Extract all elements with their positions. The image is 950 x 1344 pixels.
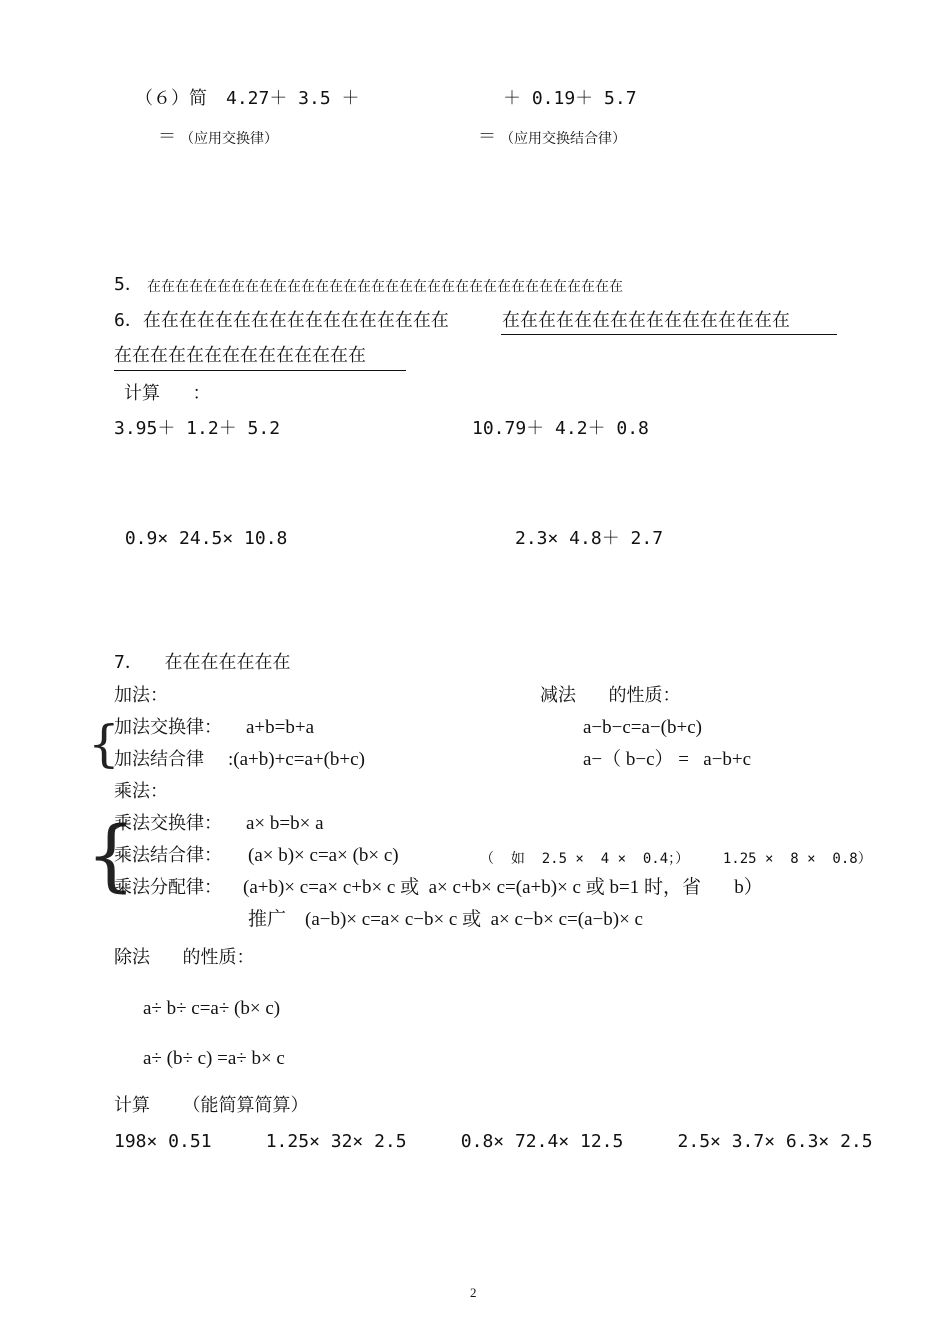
page-number: 2 <box>470 1285 477 1300</box>
add-commutative-formula: a+b=b+a <box>246 717 315 738</box>
division-property-2: a÷ (b÷ c) =a÷ b× c <box>143 1048 285 1069</box>
expression-2: ＋ 0.19＋ 5.7 <box>503 88 637 109</box>
question-7-title: 7． 在在在在在在在 <box>114 652 291 673</box>
simplify-heading: 计算 （能简算简算） <box>114 1095 309 1116</box>
underline-1 <box>501 334 837 335</box>
mul-associative-example: （ 如 2.5 × 4 × 0.4；） 1.25 × 8 × 0.8） <box>480 851 872 867</box>
mul-commutative-label: 乘法交换律： <box>114 813 222 834</box>
mul-associative-formula: (a× b)× c=a× (b× c) <box>248 845 399 866</box>
mul-distributive-extension: 推广 (a−b)× c=a× c−b× c 或 a× c−b× c=(a−b)× c <box>248 909 643 930</box>
question-5-text: 在在在在在在在在在在在在在在在在在在在在在在在在在在在在在在在在在在 <box>147 279 623 295</box>
simplify-items: 198× 0.51 1.25× 32× 2.5 0.8× 72.4× 12.5 2.5× 3.7× 6.3× 2.5 <box>114 1131 873 1152</box>
calc-b: 10.79＋ 4.2＋ 0.8 <box>472 418 649 439</box>
add-associative-formula: :(a+b)+c=a+(b+c) <box>228 749 365 770</box>
equals-mark-2: ＝ <box>478 126 496 147</box>
hint-1: （应用交换律） <box>180 131 278 147</box>
hint-2: （应用交换结合律） <box>500 131 626 147</box>
underline-2 <box>114 370 406 371</box>
question-6-line2: 在在在在在在在在在在在在在在 <box>114 345 366 366</box>
question-6-label: 计算 ： <box>124 383 211 404</box>
division-property-1: a÷ b÷ c=a÷ (b× c) <box>143 998 281 1019</box>
mul-distributive-label: 乘法分配律： <box>114 877 222 898</box>
mul-distributive-formula: (a+b)× c=a× c+b× c 或 a× c+b× c=(a+b)× c 或 b=1 时，省 b） <box>243 877 763 898</box>
add-associative-label: 加法结合律 <box>114 749 204 770</box>
brace-addition: { <box>88 715 120 773</box>
question-6-line1-right: 在在在在在在在在在在在在在在在在 <box>502 310 790 331</box>
calc-d: 2.3× 4.8＋ 2.7 <box>515 528 664 549</box>
calc-a: 3.95＋ 1.2＋ 5.2 <box>114 418 281 439</box>
add-commutative-label: 加法交换律： <box>114 717 222 738</box>
question-prefix: （６）简 <box>135 88 207 109</box>
equals-mark-1: ＝ <box>158 126 176 147</box>
calc-c: 0.9× 24.5× 10.8 <box>114 528 288 549</box>
question-6-line1-left: 6．在在在在在在在在在在在在在在在在在 <box>114 310 449 331</box>
expression-1: 4.27＋ 3.5 ＋ <box>226 88 360 109</box>
mul-commutative-formula: a× b=b× a <box>246 813 324 834</box>
sub-property-1: a−b−c=a−(b+c) <box>583 717 702 738</box>
division-heading: 除法 的性质： <box>114 947 255 968</box>
mul-associative-label: 乘法结合律： <box>114 845 222 866</box>
question-5-number: 5． <box>114 274 143 295</box>
brace-multiplication: { <box>86 811 136 901</box>
addition-heading: 加法： <box>114 685 168 706</box>
sub-property-2: a−（ b−c） = a−b+c <box>583 749 752 770</box>
multiplication-heading: 乘法： <box>114 781 168 802</box>
subtraction-heading: 减法 的性质： <box>540 685 681 706</box>
